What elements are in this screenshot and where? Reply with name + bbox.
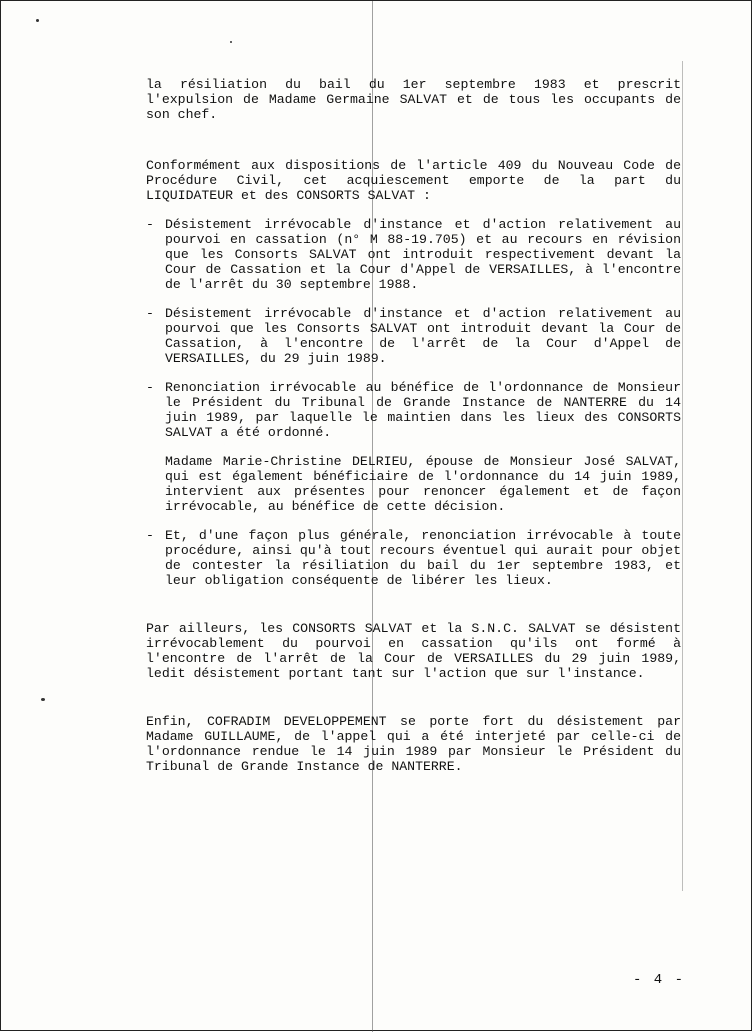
list-item-text: Désistement irrévocable d'instance et d'action relativement au pourvoi en cassation (n° M 88-19.705) et au recours en révision que les Consorts SALVAT ont introduit respectivement devant la Cour de Cassation et la Cour d'Appel de VERSAILLES, à l'encontre de l'arrêt du 30 septembre 1988. (165, 217, 681, 292)
list-item (146, 380, 681, 440)
scan-speck (41, 698, 45, 701)
list-item-text: Et, d'une façon plus générale, renonciation irrévocable à toute procédure, ainsi qu'à tout recours éventuel qui aurait pour objet de contester la résiliation du bail du 1er septembre 1983, et leur obligation conséquente de libérer les lieux. (165, 528, 681, 588)
list-item-text: Renonciation irrévocable au bénéfice de l'ordonnance de Monsieur le Président du Tribunal de Grande Instance de NANTERRE du 14 juin 1989, par laquelle le maintien dans les lieux des CONSORTS SALVAT a été ordonné. (165, 380, 681, 440)
intervention-paragraph: Madame Marie-Christine DELRIEU, épouse de Monsieur José SALVAT, qui est également bénéficiaire de l'ordonnance du 14 juin 1989, intervient aux présentes pour renoncer également et de façon irrévocable, au bénéfice de cette décision. (165, 454, 681, 514)
list-dash: - (146, 217, 154, 232)
paragraph-resiliation: la résiliation du bail du 1er septembre 1983 et prescrit l'expulsion de Madame Germaine SALVAT et de tous les occupants de son chef. (146, 77, 681, 122)
list-dash: - (146, 528, 154, 543)
list-item-text: Désistement irrévocable d'instance et d'action relativement au pourvoi que les Consorts SALVAT ont introduit devant la Cour de Cassation, à l'encontre de l'arrêt de la Cour d'Appel de VERSAILLES, du 29 juin 1989. (165, 306, 681, 366)
scan-speck (230, 41, 232, 43)
paragraph-enfin: Enfin, COFRADIM DEVELOPPEMENT se porte fort du désistement par Madame GUILLAUME, de l'appel qui a été interjeté par celle-ci de l'ordonnance rendue le 14 juin 1989 par Monsieur le Président du Tribunal de Grande Instance de NANTERRE. (146, 714, 681, 774)
fold-line-right (682, 61, 683, 891)
page-number: - 4 - (633, 972, 686, 988)
list-item (146, 306, 681, 366)
list-item (146, 217, 681, 292)
paragraph-par-ailleurs: Par ailleurs, les CONSORTS SALVAT et la S.N.C. SALVAT se désistent irrévocablement du pourvoi en cassation qu'ils ont formé à l'encontre de l'arrêt de la Cour de VERSAILLES du 29 juin 1989, ledit désistement portant tant sur l'action que sur l'instance. (146, 621, 681, 681)
document-body (146, 77, 681, 774)
scan-speck (36, 19, 39, 22)
list-dash: - (146, 306, 154, 321)
paragraph-conformement: Conformément aux dispositions de l'article 409 du Nouveau Code de Procédure Civil, cet acquiescement emporte de la part du LIQUIDATEUR et des CONSORTS SALVAT : (146, 158, 681, 203)
list-item (146, 528, 681, 588)
list-dash: - (146, 380, 154, 395)
